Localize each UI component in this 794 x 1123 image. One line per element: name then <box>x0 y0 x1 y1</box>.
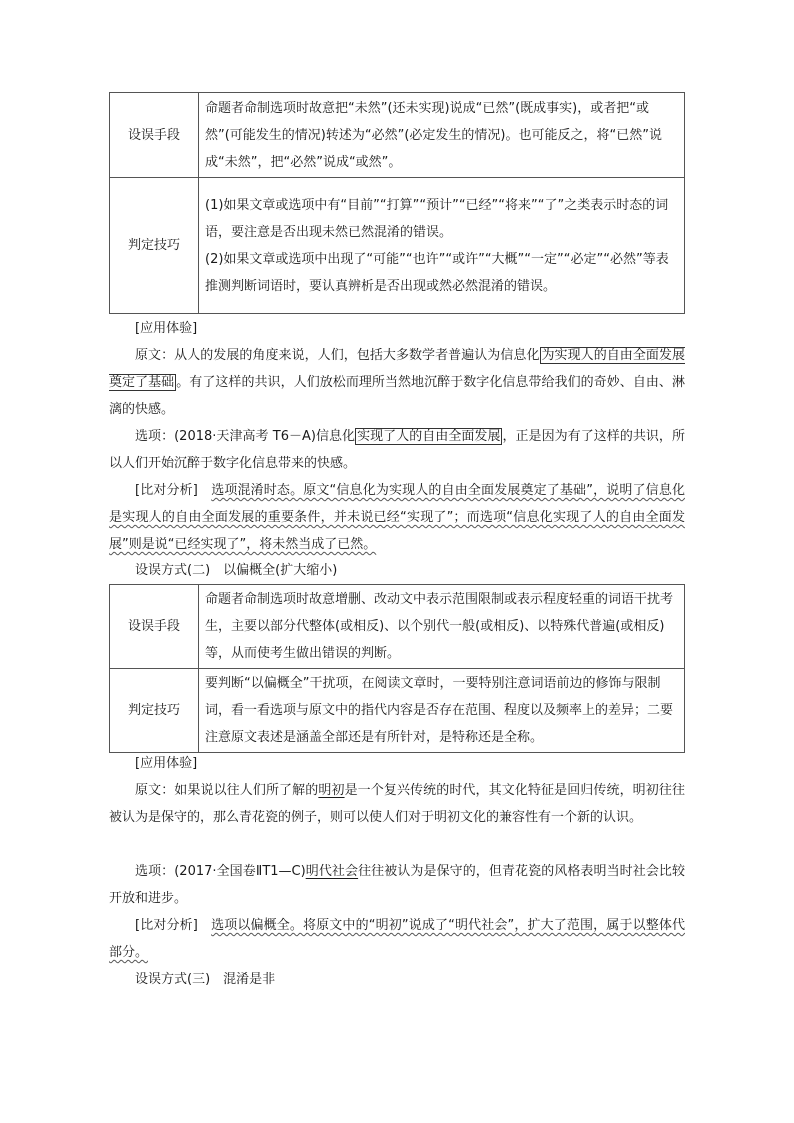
original-text-1 <box>109 342 685 423</box>
section-heading-2: 设误方式(二) 以偏概全(扩大缩小) <box>135 563 338 578</box>
row-label-method: 设误手段 <box>110 585 199 669</box>
table-row <box>110 93 685 178</box>
row-content-skill <box>199 178 685 314</box>
original-underlined: 明初 <box>318 783 345 798</box>
option-underlined: 明代社会 <box>305 864 359 879</box>
row-text-method: 命题者命制选项时故意把“未然”(还未实现)说成“已然”(既成事实)，或者把“或然”(可能发生的情况)转述为“必然”(必定发生的情况)。也可能反之，将“已然”说成“未然”，把“必然”说成“或然”。 <box>199 93 685 178</box>
original-rest: 是一个复兴传统的时代，其文化特征是回归传统，明初往往被认为是保守的，那么青花瓷的例子，则可以使人们对于明初文化的兼容性有一个新的认识。 <box>109 783 685 825</box>
option-rest: 往往被认为是保守的，但青花瓷的风格表明当时社会比较开放和进步。 <box>109 864 685 906</box>
analysis-1 <box>109 477 685 558</box>
original-highlight: 为实现人的自由全面发展奠定了基础 <box>109 348 685 390</box>
analysis-label: [比对分析] <box>135 918 198 933</box>
row-label-skill: 判定技巧 <box>110 178 199 314</box>
option-text-2 <box>109 858 685 912</box>
apply-heading: [应用体验] <box>135 321 198 336</box>
option-highlight: 实现了人的自由全面发展 <box>357 429 501 444</box>
table-row <box>110 585 685 669</box>
analysis-text: 选项以偏概全。将原文中的“明初”说成了“明代社会”，扩大了范围，属于以整体代部分。 <box>109 918 685 960</box>
skill-item-1: (1)如果文章或选项中有“目前”“打算”“预计”“已经”“将来”“了”之类表示时态的词语，要注意是否出现未然已然混淆的错误。 <box>205 197 669 240</box>
option-prefix: 选项：(2018·天津高考 T6－A)信息化 <box>135 429 356 444</box>
analysis-2 <box>109 912 685 966</box>
original-text-2 <box>109 777 685 831</box>
original-rest: 。有了这样的共识，人们放松而理所当然地沉醉于数字化信息带给我们的奇妙、自由、淋漓的快感。 <box>109 375 685 417</box>
option-text-1 <box>109 423 685 477</box>
original-prefix: 原文：如果说以往人们所了解的 <box>135 783 319 798</box>
row-text-skill: 要判断“以偏概全”干扰项，在阅读文章时，一要特别注意词语前边的修饰与限制词，看一看选项与原文中的指代内容是否存在范围、程度以及频率上的差异；二要注意原文表述是涵盖全部还是有所针对，是特称还是全称。 <box>199 669 685 753</box>
row-text-method: 命题者命制选项时故意增删、改动文中表示范围限制或表示程度轻重的词语干扰考生，主要以部分代整体(或相反)、以个别代一般(或相反)、以特殊代普遍(或相反)等，从而使考生做出错误的判断。 <box>199 585 685 669</box>
row-label-skill: 判定技巧 <box>110 669 199 753</box>
analysis-label: [比对分析] <box>135 483 198 498</box>
table-row <box>110 669 685 753</box>
option-rest: ，正是因为有了这样的共识，所以人们开始沉醉于数字化信息带来的快感。 <box>109 429 685 471</box>
apply-heading: [应用体验] <box>135 756 198 771</box>
table-wrong-methods-tense <box>109 92 685 314</box>
table-row <box>110 178 685 314</box>
original-prefix: 原文：从人的发展的角度来说，人们，包括大多数学者普遍认为信息化 <box>135 348 540 363</box>
section-heading-3: 设误方式(三) 混淆是非 <box>135 972 276 987</box>
option-prefix: 选项：(2017·全国卷ⅡT1—C) <box>135 864 306 879</box>
row-label-method: 设误手段 <box>110 93 199 178</box>
skill-item-2: (2)如果文章或选项中出现了“可能”“也许”“或许”“大概”“一定”“必定”“必然”等表推测判断词语时，要认真辨析是否出现或然必然混淆的错误。 <box>205 251 669 294</box>
analysis-text: 选项混淆时态。原文“信息化为实现人的自由全面发展奠定了基础”，说明了信息化是实现人的自由全面发展的重要条件，并未说已经“实现了”；而选项“信息化实现了人的自由全面发展”则是说“已经实现了”，将未然当成了已然。 <box>109 483 685 552</box>
table-wrong-methods-scope <box>109 584 685 753</box>
